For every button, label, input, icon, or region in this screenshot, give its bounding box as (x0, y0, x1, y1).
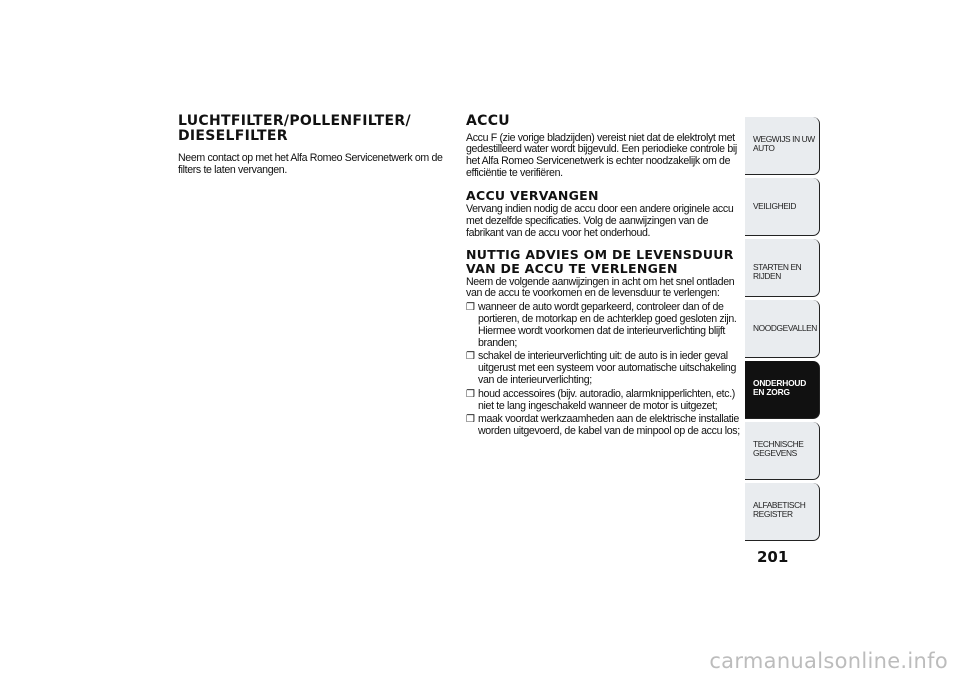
tab-alfabetisch-register[interactable]: ALFABETISCH REGISTER (745, 483, 820, 541)
filters-body-text: Neem contact op met het Alfa Romeo Servicenetwerk om de filters te laten vervangen. (178, 152, 443, 177)
list-item: ❒ schakel de interieurverlichting uit: de auto is in ieder geval uitgerust met een systeem voor automatische uitschakeling van de interieurverlichting; (466, 350, 736, 387)
tab-wegwijs[interactable]: WEGWIJS IN UW AUTO (745, 117, 820, 175)
battery-intro-text: Accu F (zie vorige bladzijden) vereist niet dat de elektrolyt met gedestilleerd water wordt bijgevuld. Een periodieke controle bij het Alfa Romeo Servicenetwerk is echter noodzakelijk om de efficiëntie te verifiëren. (466, 131, 737, 180)
checkbox-bullet-icon: ❒ (466, 351, 475, 363)
battery-advice-text: Neem de volgende aanwijzingen in acht om het snel ontladen van de accu te voorkomen en de levensduur te verlengen: (466, 275, 735, 300)
tab-noodgevallen[interactable]: NOODGEVALLEN (745, 300, 820, 358)
tab-onderhoud-en-zorg[interactable]: ONDERHOUD EN ZORG (745, 361, 820, 419)
checkbox-bullet-icon: ❒ (466, 302, 475, 314)
subheading-battery-advice: NUTTIG ADVIES OM DE LEVENSDUUR VAN DE ACCU TE VERLENGEN (466, 247, 734, 276)
subheading-replace-battery: ACCU VERVANGEN (466, 187, 599, 203)
list-item: ❒ maak voordat werkzaamheden aan de elektrische installatie worden uitgevoerd, de kabel van de minpool op de accu los; (466, 413, 740, 438)
list-item: ❒ houd accessoires (bijv. autoradio, alarmknipperlichten, etc.) niet te lang ingeschakeld wanneer de motor is uitgezet; (466, 387, 735, 412)
page-number: 201 (757, 548, 789, 566)
section-heading-filters: LUCHTFILTER/POLLENFILTER/ DIESELFILTER (178, 113, 411, 144)
right-column (466, 114, 741, 440)
checkbox-bullet-icon: ❒ (466, 388, 475, 400)
watermark: carmanualsonline.info (709, 649, 948, 673)
chapter-tab-strip (745, 117, 820, 544)
tab-technische-gegevens[interactable]: TECHNISCHE GEGEVENS (745, 422, 820, 480)
replace-battery-text: Vervang indien nodig de accu door een andere originele accu met dezelfde specificaties. Volg de aanwijzingen van de fabrikant van de accu voor het onderhoud. (466, 203, 734, 239)
tab-starten-en-rijden[interactable]: STARTEN EN RIJDEN (745, 239, 820, 297)
section-heading-battery: ACCU (466, 113, 510, 129)
left-column (178, 114, 448, 177)
checkbox-bullet-icon: ❒ (466, 414, 475, 426)
list-item: ❒ wanneer de auto wordt geparkeerd, controleer dan of de portieren, de motorkap en de achterklep goed gesloten zijn. Hiermee wordt voorkomen dat de interieurverlichting blijft branden; (466, 301, 737, 349)
tab-veiligheid[interactable]: VEILIGHEID (745, 178, 820, 236)
battery-advice-list (466, 302, 741, 438)
